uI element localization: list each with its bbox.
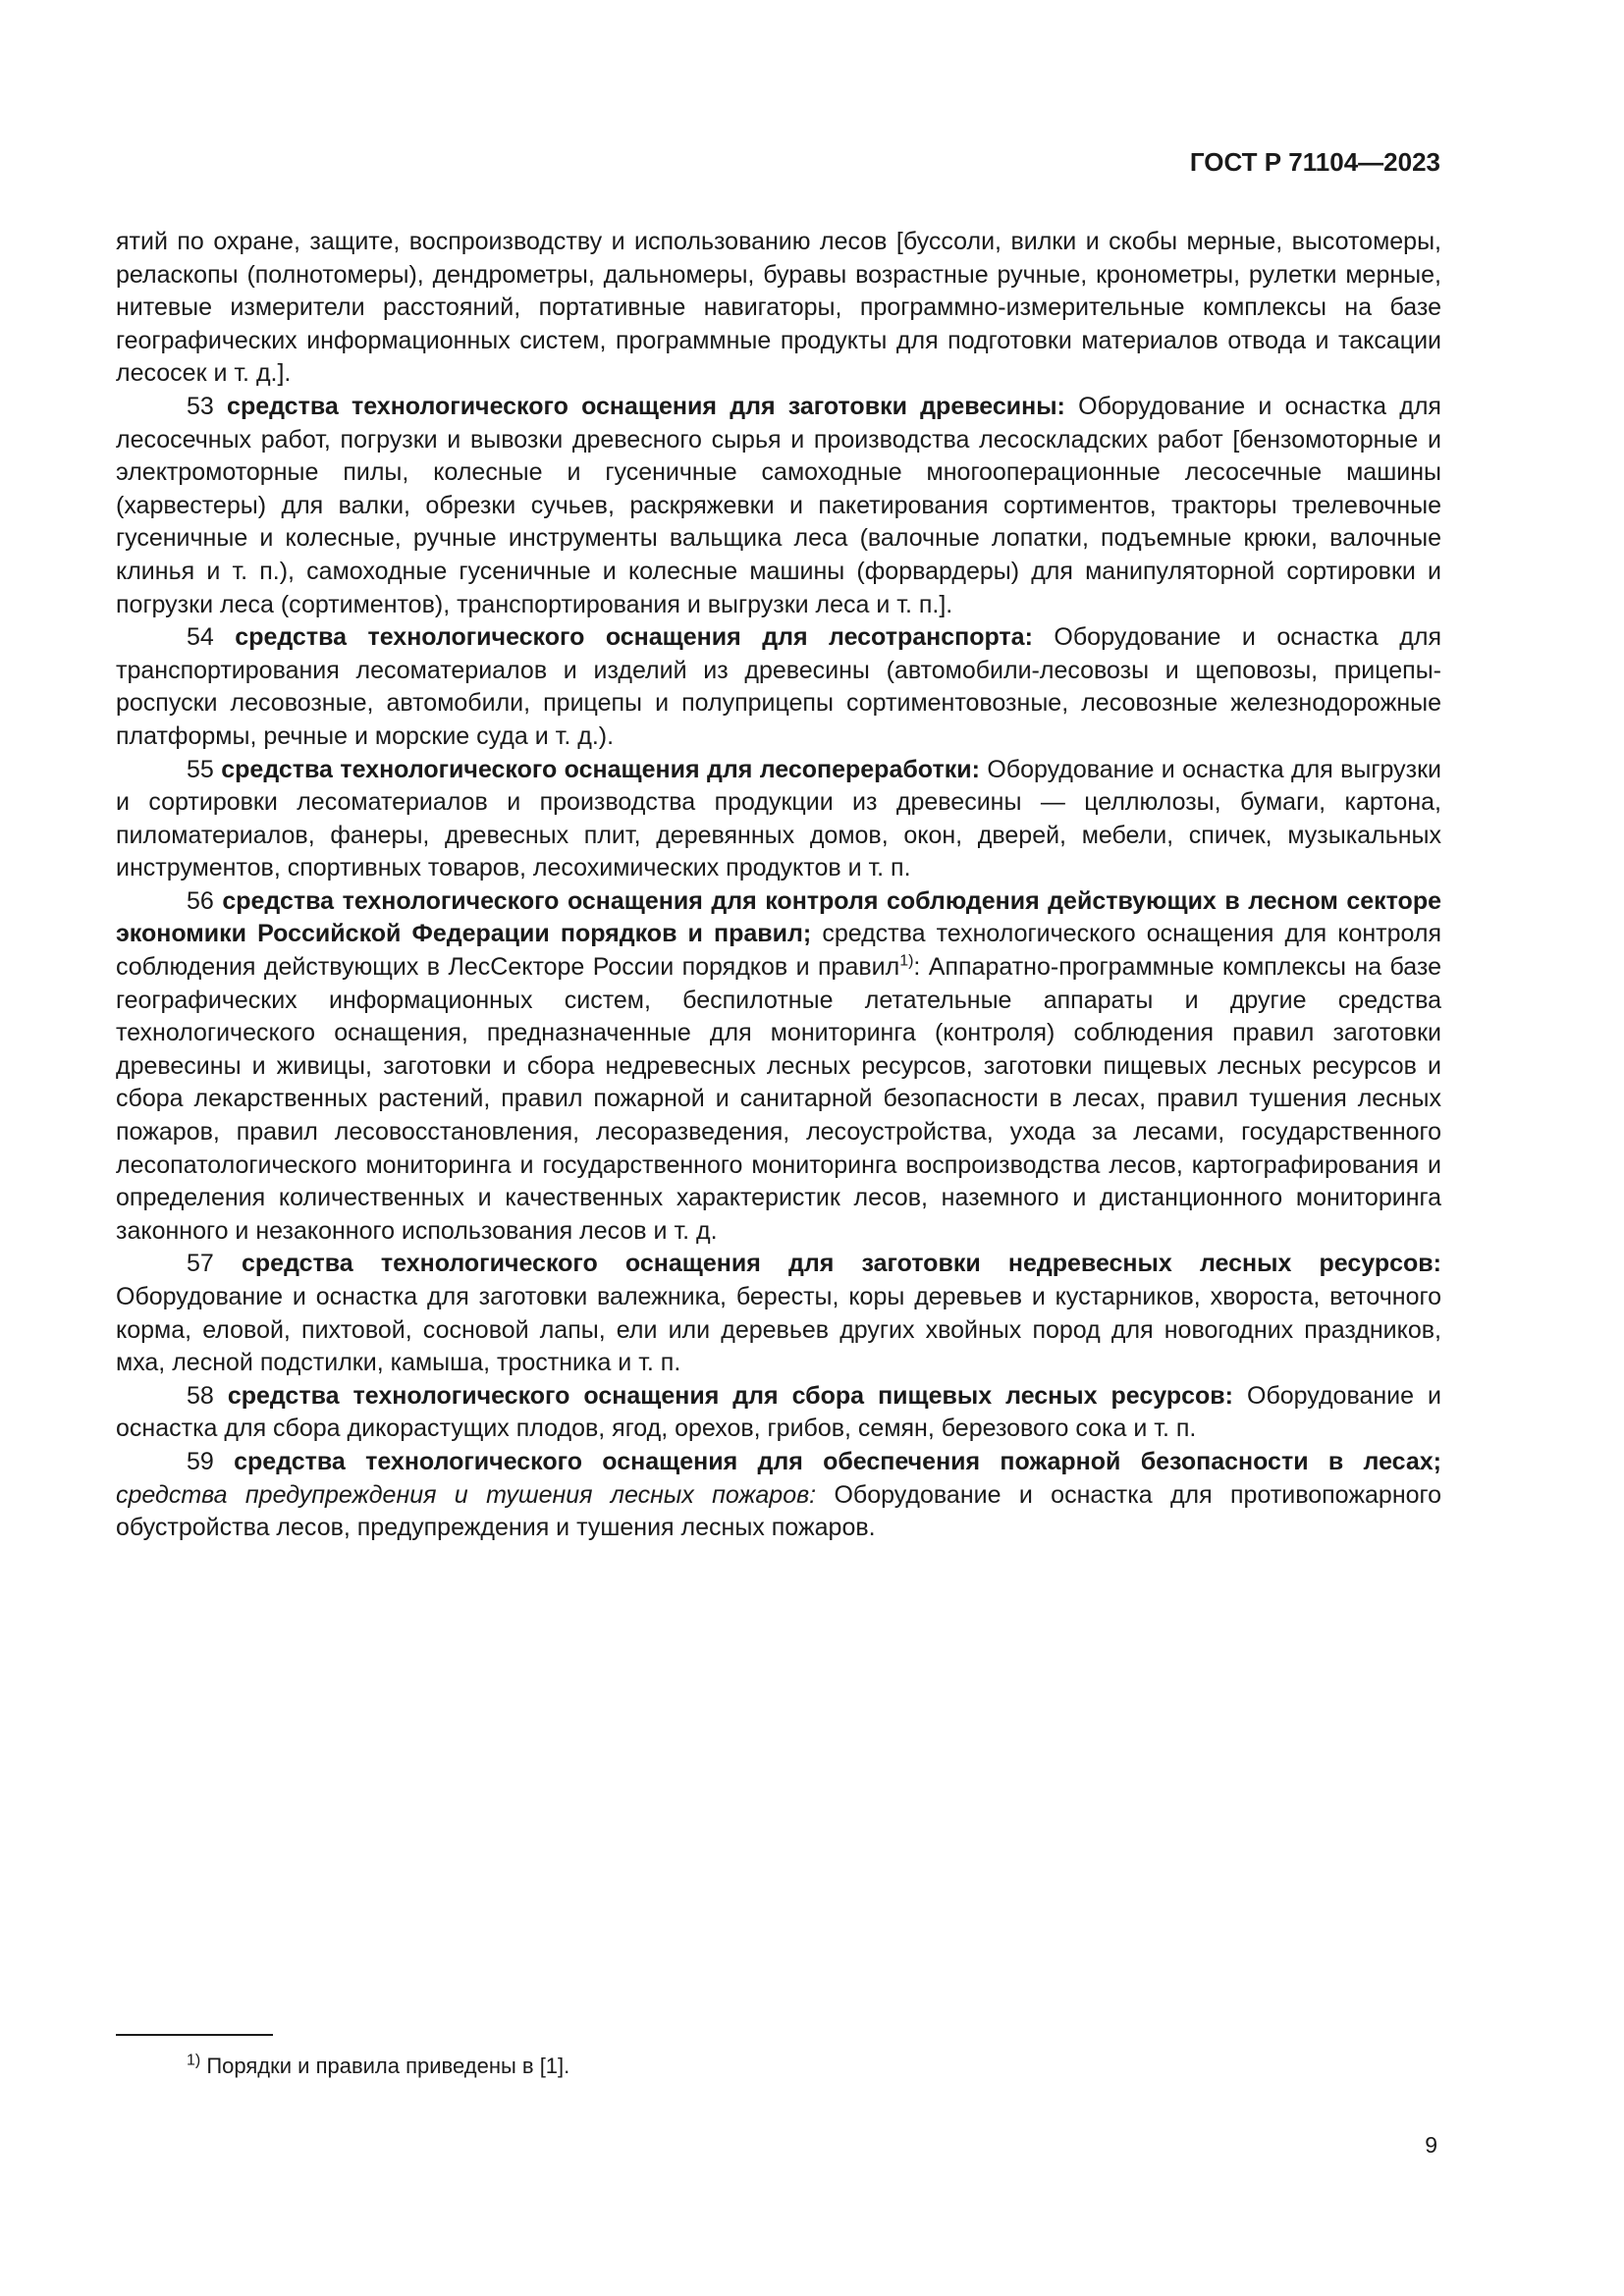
footnote-text: Порядки и правила приведены в [1]. — [206, 2054, 570, 2078]
footnote-mark: 1) — [187, 2052, 201, 2069]
term-title: средства технологического оснащения для обеспечения пожарной безопасности в лесах; — [234, 1447, 1441, 1475]
term-title: средства технологического оснащения для заготовки древесины: — [227, 392, 1065, 420]
paragraph-continuation — [116, 226, 1441, 391]
term-alternative: средства предупреждения и тушения лесных пожаров: — [116, 1480, 817, 1509]
term-number: 54 — [187, 623, 214, 652]
term-number: 53 — [187, 392, 214, 420]
paragraph-58 — [116, 1380, 1441, 1446]
document-body — [116, 226, 1441, 1545]
term-title: средства технологического оснащения для заготовки недревесных лесных ресурсов: — [242, 1250, 1441, 1278]
term-definition: Оборудование и оснастка для выгрузки и сортировки лесоматериалов и производства продукции из древесины — целлюлозы, бумаги, картона, пиломатериалов, фанеры, древесных плит, деревянных домов, окон, дверей, мебели, спичек, музыкальных инструментов, спортивных товаров, лесохимических продуктов и т. п. — [116, 755, 1441, 882]
term-title: средства технологического оснащения для контроля соблюдения действующих в лесном секторе экономики Российской Федерации порядков и правил; — [116, 886, 1442, 948]
term-definition: Оборудование и оснастка для противопожарного обустройства лесов, предупреждения и тушения лесных пожаров. — [116, 1480, 1442, 1542]
document-code: ГОСТ Р 71104—2023 — [1189, 147, 1440, 177]
paragraph-59 — [116, 1446, 1441, 1545]
term-number: 57 — [187, 1250, 214, 1278]
page-number: 9 — [1425, 2132, 1437, 2158]
term-definition: : Аппаратно-программные комплексы на базе географических информационных систем, беспилотные летательные аппараты и другие средства технологического оснащения, предназначенные для мониторинга (контроля) соблюдения правил заготовки древесины и живицы, заготовки и сбора недревесных лесных ресурсов, заготовки пищевых лесных ресурсов и сбора лекарственных растений, правил пожарной и санитарной безопасности в лесах, правил тушения лесных пожаров, правил лесовосстановления, лесоразведения, лесоустройства, ухода за лесами, государственного лесопатологического мониторинга и государственного мониторинга воспроизводства лесов, картографирования и определения количественных и качественных характеристик лесов, наземного и дистанционного мониторинга законного и незаконного использования лесов и т. д. — [116, 953, 1441, 1245]
paragraph-57 — [116, 1248, 1441, 1379]
paragraph-53 — [116, 391, 1441, 621]
term-title: средства технологического оснащения для сбора пищевых лесных ресурсов: — [227, 1381, 1233, 1410]
term-definition: Оборудование и оснастка для сбора дикорастущих плодов, ягод, орехов, грибов, семян, березового сока и т. п. — [116, 1381, 1441, 1443]
footnote — [187, 2054, 569, 2079]
term-number: 55 — [187, 755, 214, 783]
term-title: средства технологического оснащения для лесотранспорта: — [235, 623, 1033, 652]
footnote-reference: 1) — [899, 952, 914, 970]
term-definition: Оборудование и оснастка для лесосечных работ, погрузки и вывозки древесного сырья и производства лесоскладских работ [бензомоторные и электромоторные пилы, колесные и гусеничные самоходные многооперационные лесосечные машины (харвестеры) для валки, обрезки сучьев, раскряжевки и пакетирования сортиментов, тракторы трелевочные гусеничные и колесные, ручные инструменты вальщика леса (валочные лопатки, подъемные крюки, валочные клинья и т. п.), самоходные гусеничные и колесные машины (форвардеры) для манипуляторной сортировки и погрузки леса (сортиментов), транспортирования и выгрузки леса и т. п.]. — [116, 392, 1441, 618]
paragraph-text: ятий по охране, защите, воспроизводству и использованию лесов [буссоли, вилки и скобы мерные, высотомеры, реласкопы (полнотомеры), дендрометры, дальномеры, буравы возрастные ручные, кронометры, рулетки мерные, нитевые измерители расстояний, портативные навигаторы, программно-измерительные комплексы на базе географических информационных систем, программные продукты для подготовки материалов отвода и таксации лесосек и т. д.]. — [116, 228, 1441, 388]
term-number: 56 — [187, 886, 214, 915]
term-title: средства технологического оснащения для лесопереработки: — [221, 755, 980, 783]
term-definition: Оборудование и оснастка для транспортирования лесоматериалов и изделий из древесины (автомобили-лесовозы и щеповозы, прицепы-роспуски лесовозные, автомобили, прицепы и полуприцепы сортиментовозные, лесовозные железнодорожные платформы, речные и морские суда и т. д.). — [116, 623, 1441, 750]
term-number: 58 — [187, 1381, 214, 1410]
paragraph-56 — [116, 885, 1441, 1249]
term-number: 59 — [187, 1447, 214, 1475]
footnote-divider — [116, 2034, 273, 2036]
paragraph-54 — [116, 621, 1441, 753]
term-definition: Оборудование и оснастка для заготовки валежника, бересты, коры деревьев и кустарников, хвороста, веточного корма, еловой, пихтовой, сосновой лапы, ели или деревьев других хвойных пород для новогодних праздников, мха, лесной подстилки, камыша, тростника и т. п. — [116, 1283, 1441, 1377]
paragraph-55 — [116, 754, 1441, 885]
term-alternative: средства технологического оснащения для контроля соблюдения действующих в ЛесСекторе России порядков и правил — [116, 920, 1442, 982]
